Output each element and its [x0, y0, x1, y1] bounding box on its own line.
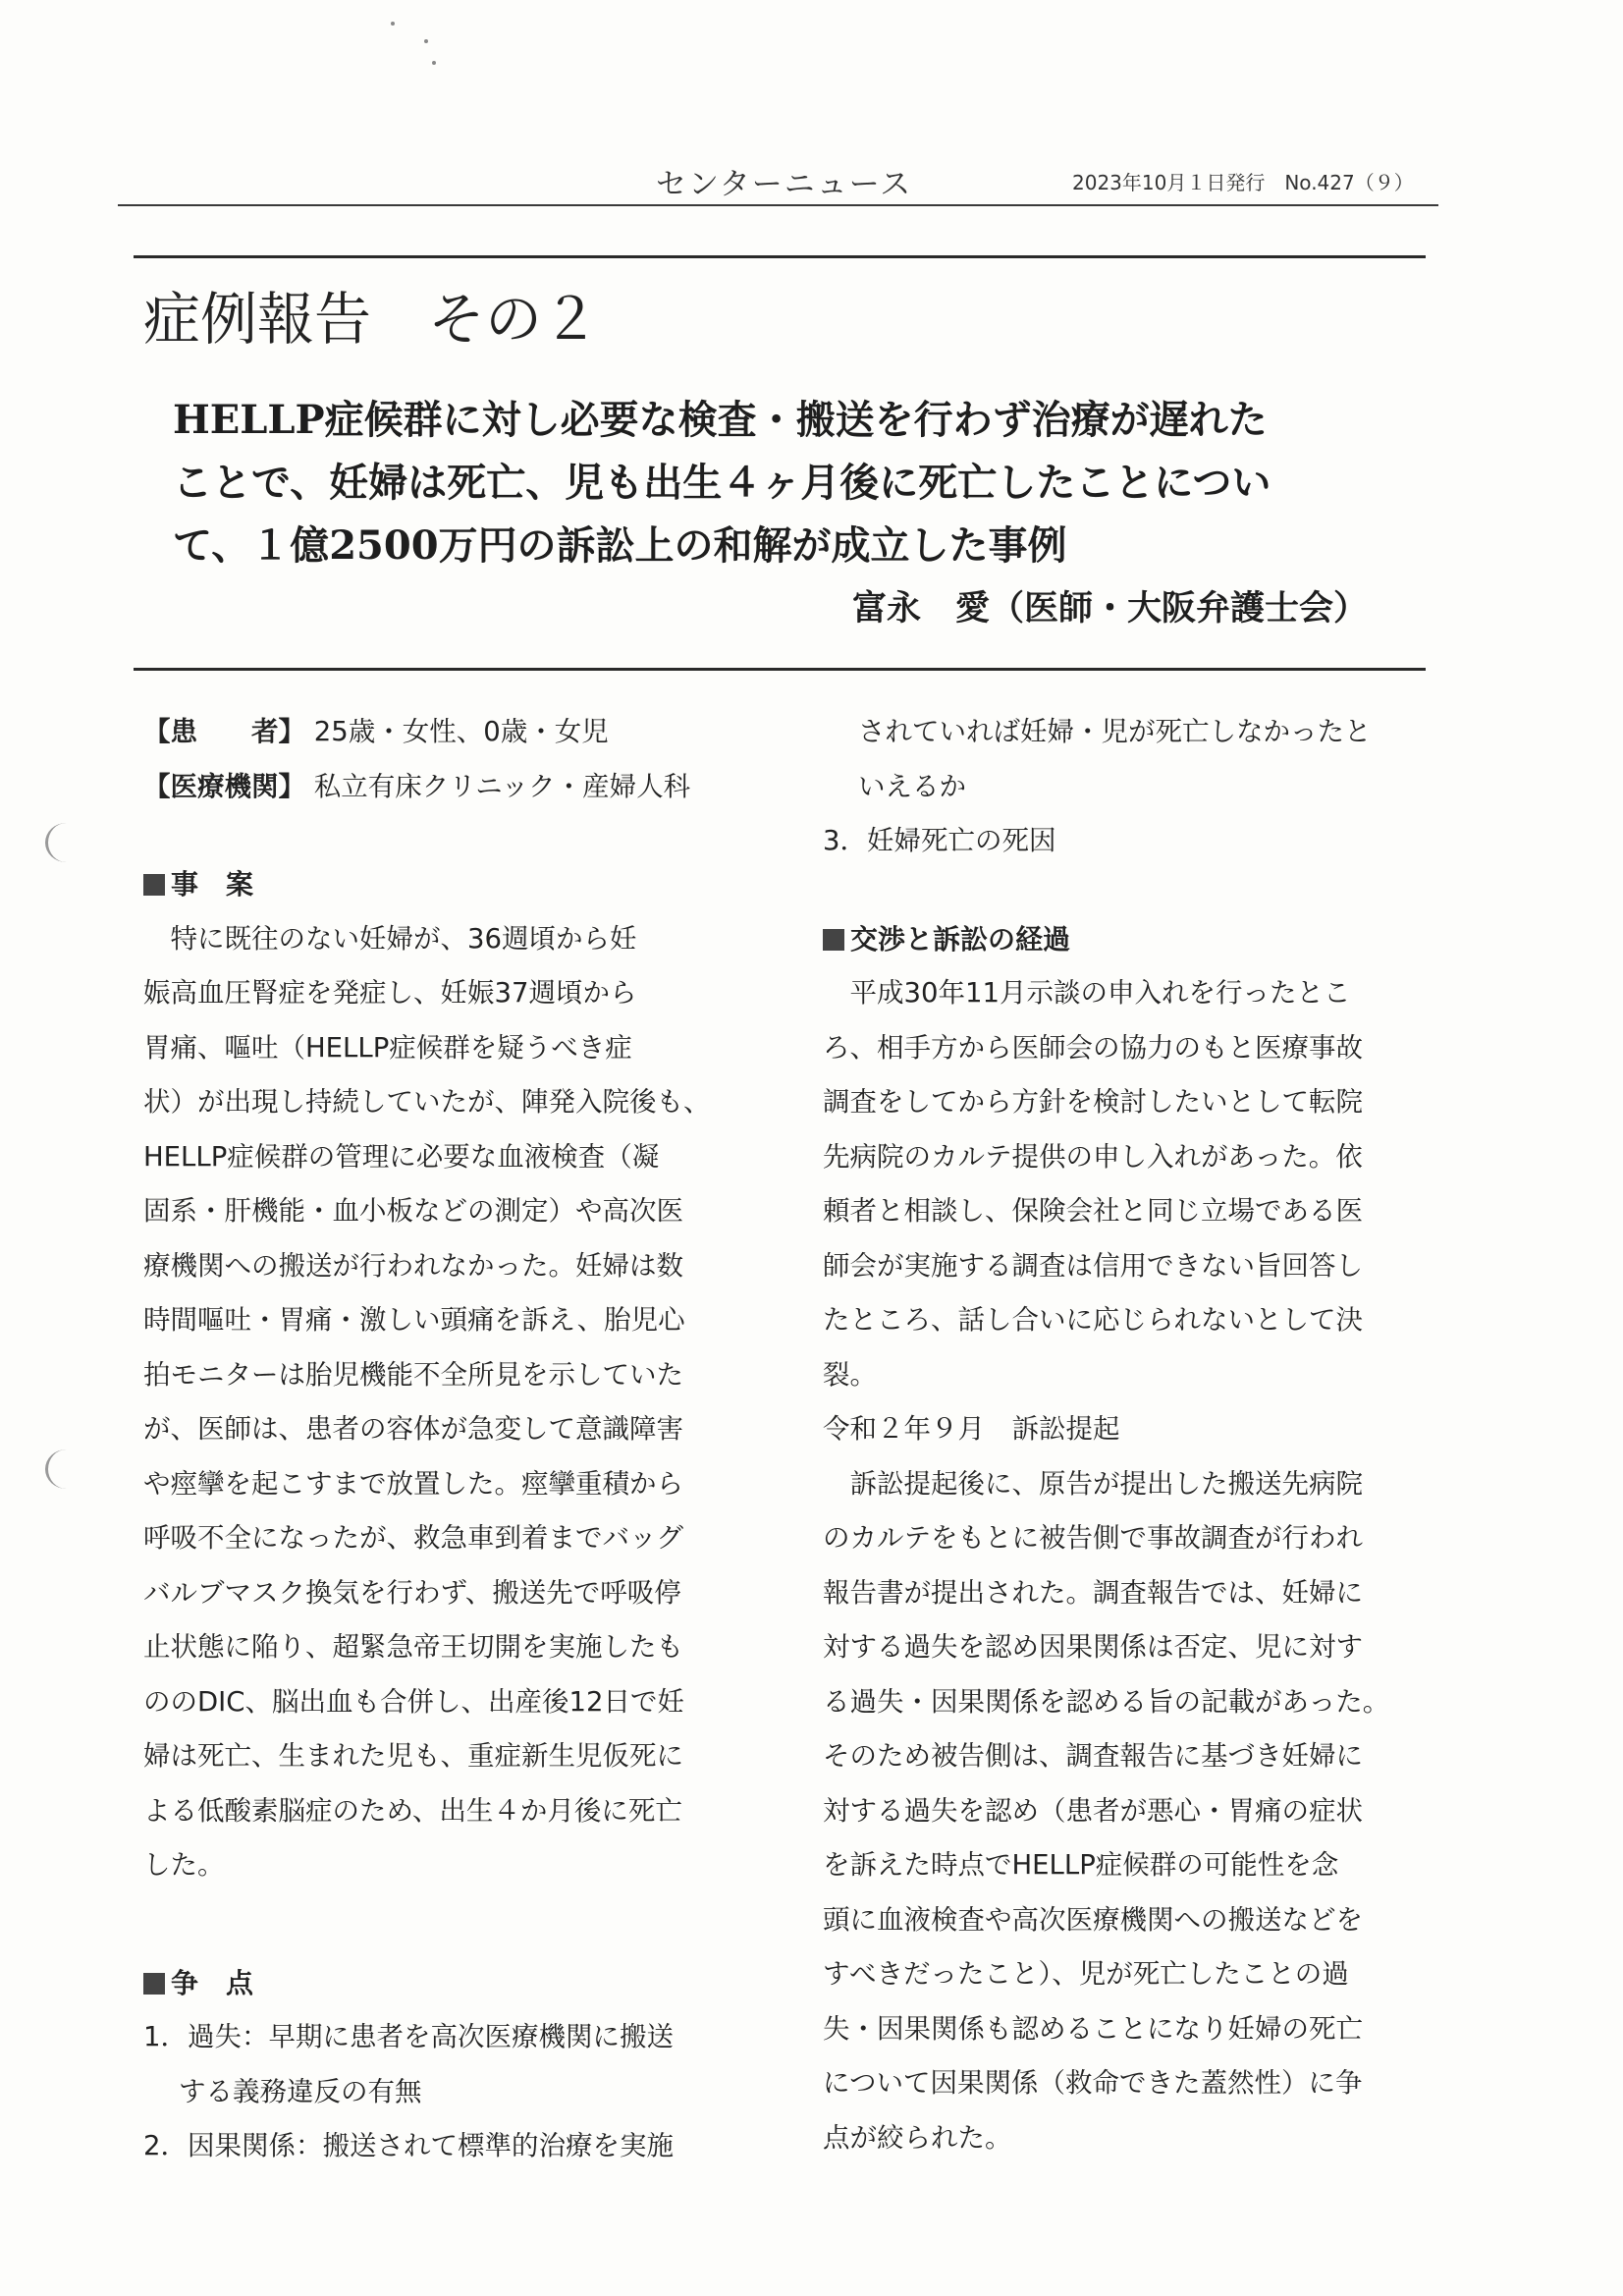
facts-line: 固系・肝機能・血小板などの測定）や高次医: [143, 1195, 683, 1227]
issue-item-2-cont: いえるか: [858, 770, 966, 802]
facts-line: よる低酸素脳症のため、出生４か月後に死亡: [143, 1794, 682, 1827]
process-line: 頼者と相談し、保険会社と同じ立場である医: [823, 1195, 1363, 1227]
issue-item-2-cont: されていれば妊婦・児が死亡しなかったと: [858, 716, 1372, 747]
process-line: 平成30年11月示談の申入れを行ったとこ: [849, 977, 1351, 1009]
institution-row: [143, 760, 752, 815]
process-line: そのため被告側は、調査報告に基づき妊婦に: [823, 1740, 1363, 1772]
article-headline: [173, 389, 1415, 577]
scan-speck: [424, 39, 428, 43]
facts-line: 時間嘔吐・胃痛・激しい頭痛を訴え、胎児心: [143, 1304, 685, 1336]
scan-speck: [391, 22, 395, 26]
headline-line: HELLP症候群に対し必要な検査・搬送を行わず治療が遅れた: [173, 397, 1268, 443]
facts-line: 拍モニターは胎児機能不全所見を示していた: [143, 1358, 683, 1391]
facts-line: バルブマスク換気を行わず、搬送先で呼吸停: [143, 1576, 681, 1609]
process-line: について因果関係（救命できた蓋然性）に争: [823, 2067, 1363, 2099]
left-column: [143, 705, 752, 2174]
title-rule-top: [134, 255, 1426, 258]
process-line: る過失・因果関係を認める旨の記載があった。: [823, 1685, 1390, 1718]
issue-item-3: 3．妊婦死亡の死因: [823, 825, 1056, 856]
process-line: 対する過失を認め因果関係は否定、児に対す: [823, 1631, 1363, 1663]
section-title: 症例報告 その２: [143, 286, 600, 353]
facts-line: 療機関への搬送が行われなかった。妊婦は数: [143, 1249, 683, 1282]
facts-heading: 事 案: [143, 857, 752, 912]
facts-line: や痙攣を起こすまで放置した。痙攣重積から: [143, 1467, 683, 1500]
process-line: 先病院のカルテ提供の申し入れがあった。依: [823, 1140, 1363, 1173]
facts-line: 胃痛、嘔吐（HELLP症候群を疑うべき症: [143, 1031, 632, 1064]
process-line: 調査をしてから方針を検討したいとして転院: [823, 1086, 1363, 1118]
process-line: 点が絞られた。: [823, 2121, 1012, 2154]
process-line: のカルテをもとに被告側で事故調査が行われ: [823, 1522, 1363, 1554]
institution-label: 【医療機関】: [143, 770, 305, 802]
punch-hole-mark: [45, 1449, 87, 1489]
process-line: 失・因果関係も認めることになり妊婦の死亡: [823, 2012, 1363, 2045]
headline-line: ことで、妊婦は死亡、児も出生４ヶ月後に死亡したことについ: [173, 460, 1271, 506]
facts-line: した。: [143, 1849, 225, 1881]
process-line: 師会が実施する調査は信用できない旨回答し: [823, 1249, 1363, 1282]
process-line: 頭に血液検査や高次医療機関への搬送などを: [823, 1903, 1363, 1936]
facts-line: 状）が出現し持続していたが、陣発入院後も、: [143, 1086, 711, 1118]
running-title: センターニュース: [656, 167, 913, 202]
process-date-line: 令和２年９月 訴訟提起: [823, 1413, 1120, 1445]
punch-hole-mark: [45, 823, 87, 862]
process-line: 裂。: [823, 1358, 877, 1391]
issue-info: 2023年10月１日発行 No.427（９）: [1072, 171, 1414, 194]
patient-label: 【患 者】: [143, 716, 305, 747]
right-column: [823, 705, 1451, 2165]
facts-line: 娠高血圧腎症を発症し、妊娠37週頃から: [143, 977, 637, 1009]
process-heading: 交渉と訴訟の経過: [823, 912, 1451, 967]
facts-line: が、医師は、患者の容体が急変して意識障害: [143, 1413, 683, 1445]
facts-line: HELLP症候群の管理に必要な血液検査（凝: [143, 1140, 660, 1173]
square-bullet-icon: [143, 874, 165, 896]
issue-item-1-cont: する義務違反の有無: [179, 2075, 422, 2107]
facts-line: 呼吸不全になったが、救急車到着までバッグ: [143, 1522, 683, 1554]
author-byline: 富永 愛（医師・大阪弁護士会）: [852, 588, 1369, 629]
process-line: 対する過失を認め（患者が悪心・胃痛の症状: [823, 1794, 1363, 1827]
process-line: 訴訟提起後に、原告が提出した搬送先病院: [849, 1467, 1363, 1500]
issue-item-2: 2．因果関係：搬送されて標準的治療を実施: [143, 2130, 674, 2161]
title-rule-bottom: [134, 668, 1426, 671]
headline-line: て、１億2500万円の訴訟上の和解が成立した事例: [173, 522, 1067, 569]
patient-row: [143, 705, 752, 760]
institution-value: 私立有床クリニック・産婦人科: [313, 770, 691, 802]
process-line: 報告書が提出された。調査報告では、妊婦に: [823, 1576, 1363, 1609]
process-line: ろ、相手方から医師会の協力のもと医療事故: [823, 1031, 1363, 1064]
square-bullet-icon: [823, 929, 844, 951]
facts-line: 婦は死亡、生まれた児も、重症新生児仮死に: [143, 1740, 683, 1772]
issues-heading: 争 点: [143, 1956, 752, 2011]
process-line: すべきだったこと）、児が死亡したことの過: [823, 1958, 1349, 1990]
facts-line: 止状態に陥り、超緊急帝王切開を実施したも: [143, 1631, 683, 1663]
facts-line: ののDIC、脳出血も合併し、出産後12日で妊: [143, 1685, 684, 1718]
header-rule: [118, 204, 1438, 206]
patient-value: 25歳・女性、0歳・女児: [313, 716, 609, 747]
process-line: たところ、話し合いに応じられないとして決: [823, 1304, 1363, 1336]
square-bullet-icon: [143, 1973, 165, 1995]
process-line: を訴えた時点でHELLP症候群の可能性を念: [823, 1849, 1339, 1881]
scan-speck: [432, 61, 436, 65]
issue-item-1: 1．過失：早期に患者を高次医療機関に搬送: [143, 2021, 674, 2052]
facts-line: 特に既往のない妊婦が、36週頃から妊: [170, 922, 637, 955]
